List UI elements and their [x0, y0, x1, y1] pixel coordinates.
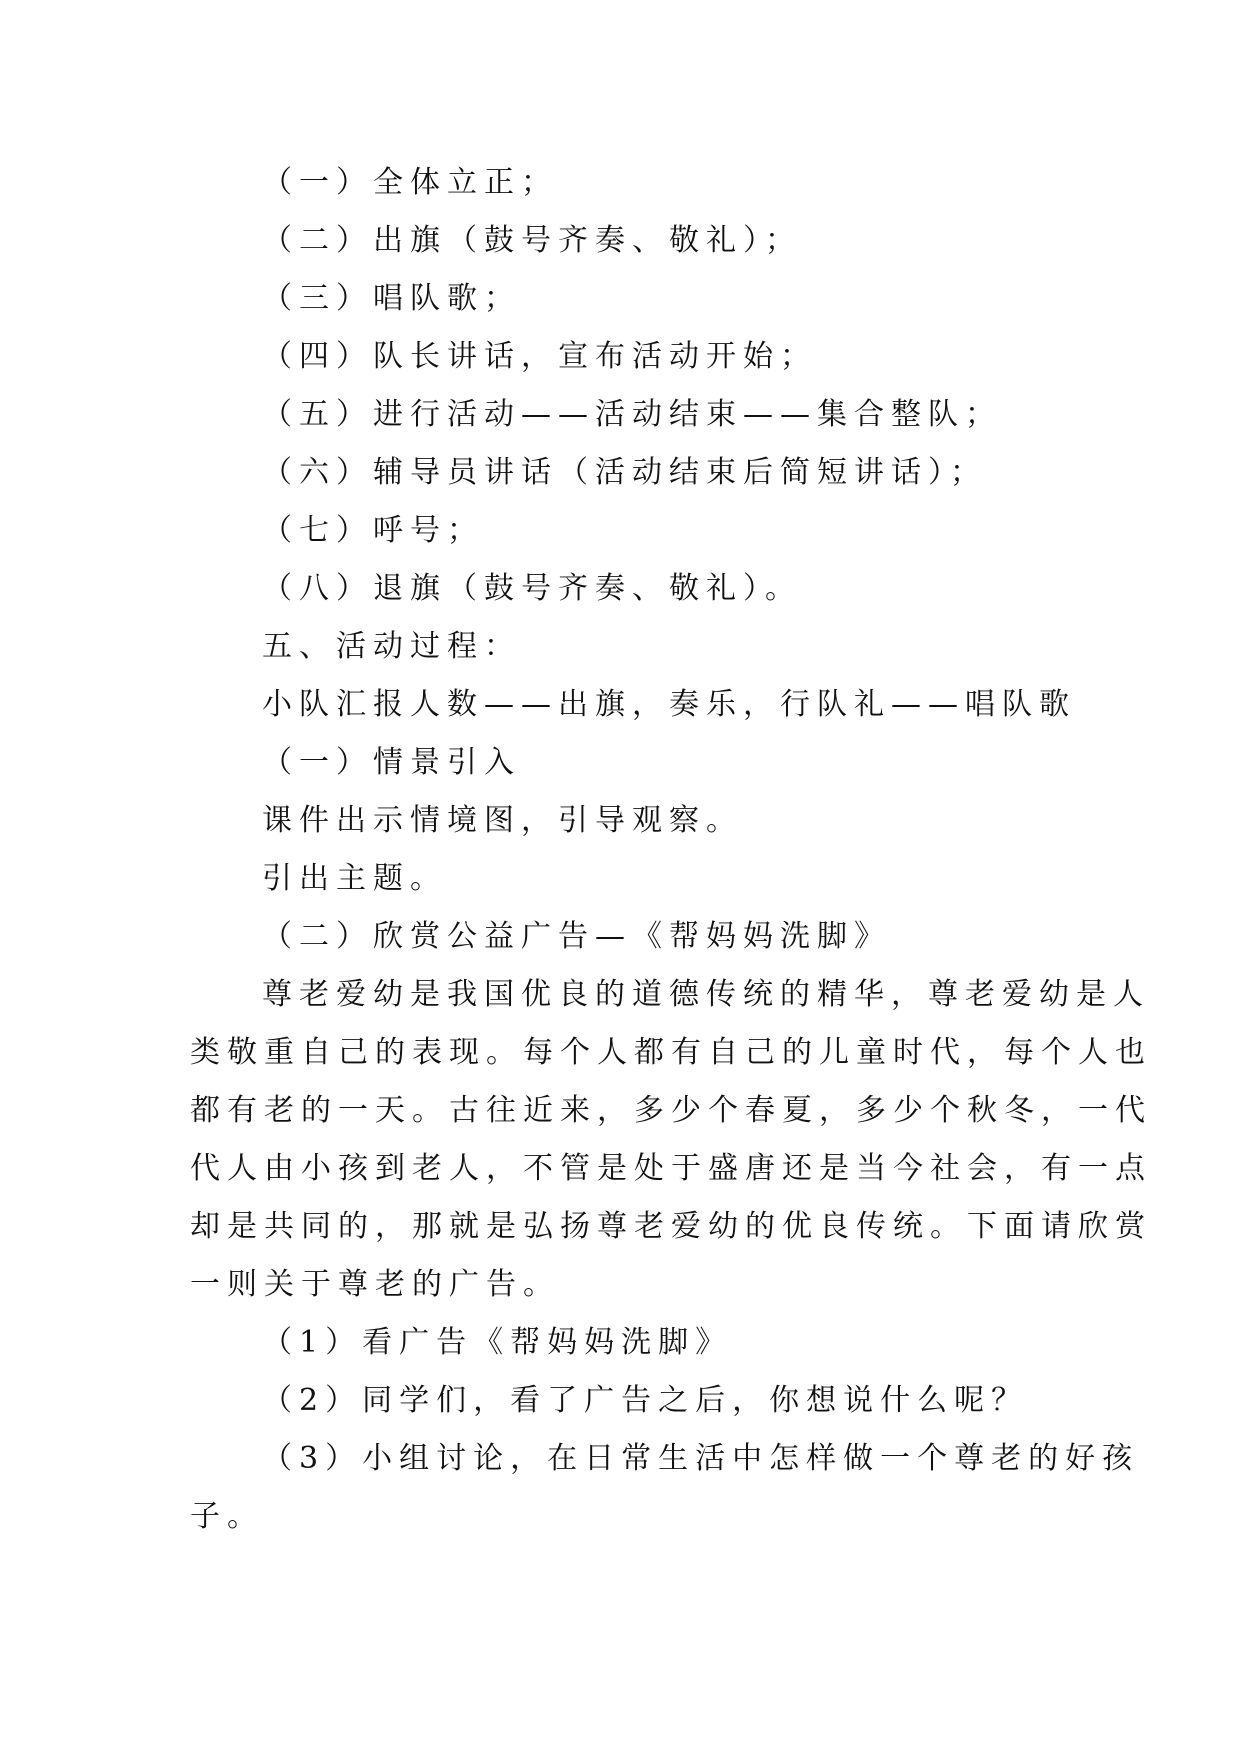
ceremony-step: （三）唱队歌；	[262, 281, 521, 316]
paragraph-line: 一则关于尊老的广告。	[190, 1267, 560, 1302]
body-line: 课件出示情境图，引导观察。	[262, 803, 743, 838]
body-line: 引出主题。	[262, 861, 447, 896]
paragraph-line: 却是共同的，那就是弘扬尊老爱幼的优良传统。下面请欣赏	[190, 1209, 1152, 1244]
section-heading: 五、活动过程：	[262, 629, 521, 664]
ceremony-step: （二）出旗（鼓号齐奏、敬礼）；	[262, 223, 802, 258]
ceremony-step: （四）队长讲话，宣布活动开始；	[262, 339, 817, 374]
ceremony-step: （六）辅导员讲话（活动结束后简短讲话）；	[262, 455, 987, 490]
subsection-heading: （二）欣赏公益广告—《帮妈妈洗脚》	[262, 919, 891, 954]
step-item: （2）同学们，看了广告之后，你想说什么呢？	[262, 1383, 1029, 1418]
process-summary: 小队汇报人数——出旗，奏乐，行队礼——唱队歌	[262, 687, 1076, 722]
ceremony-step: （五）进行活动——活动结束——集合整队；	[262, 397, 1002, 432]
ceremony-step: （八）退旗（鼓号齐奏、敬礼）。	[262, 571, 802, 606]
paragraph-line: 尊老爱幼是我国优良的道德传统的精华，尊老爱幼是人	[262, 977, 1150, 1012]
step-item: （1）看广告《帮妈妈洗脚》	[262, 1325, 733, 1360]
step-item-continuation: 子。	[190, 1499, 264, 1534]
paragraph-line: 类敬重自己的表现。每个人都有自己的儿童时代，每个人也	[190, 1035, 1152, 1070]
ceremony-step: （一）全体立正；	[262, 165, 558, 200]
subsection-heading: （一）情景引入	[262, 745, 521, 780]
paragraph-line: 代人由小孩到老人，不管是处于盛唐还是当今社会，有一点	[190, 1151, 1152, 1186]
paragraph-line: 都有老的一天。古往近来，多少个春夏，多少个秋冬，一代	[190, 1093, 1152, 1128]
ceremony-step: （七）呼号；	[262, 513, 484, 548]
step-item: （3）小组讨论，在日常生活中怎样做一个尊老的好孩	[262, 1441, 1140, 1476]
